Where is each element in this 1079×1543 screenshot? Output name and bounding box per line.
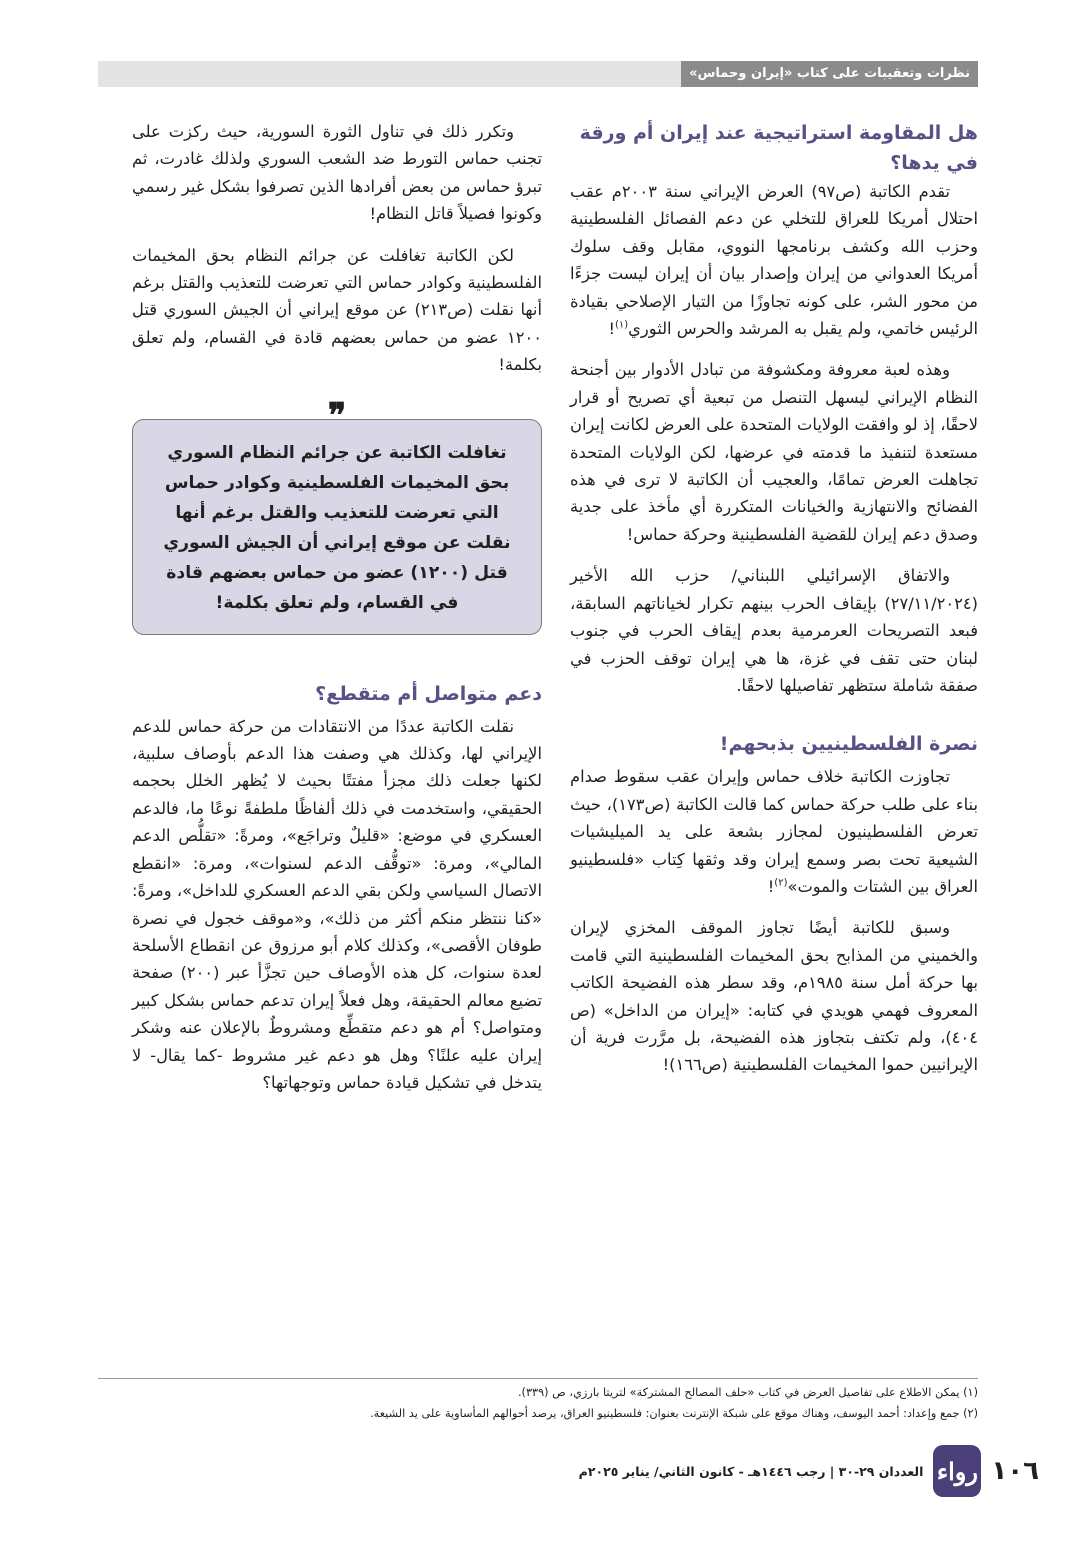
- section-heading-support: دعم متواصل أم متقطع؟: [315, 682, 542, 705]
- left-column: [132, 118, 542, 1110]
- right-column: [570, 118, 978, 1093]
- footnote-2: (٢) جمع وإعداد: أحمد اليوسف، وهناك موقع على شبكة الإنترنت بعنوان: فلسطينيو العراق، يرصد أحوالهم المأساوية على يد الشيعة.: [370, 1407, 978, 1420]
- paragraph-end: !: [608, 319, 615, 339]
- issue-info: العددان ٢٩-٣٠ | رجب ١٤٤٦هـ - كانون الثاني/ يناير ٢٠٢٥م: [578, 1463, 924, 1479]
- paragraph: نقلت الكاتبة عددًا من الانتقادات من حركة حماس للدعم الإيراني لها، وكذلك هي وصفت هذا الدعم بأوصاف سلبية، لكنها جعلت ذلك مجزأ مفتتًا بحيث لا يُظهر الخلل بحجمه الحقيقي، واستخدمت في ذلك ألفاظًا ملطفةً نوعًا ما، فالدعم العسكري في موضع: «قليلٌ وتراجَع»، ومرةً: «تقلُّص الدعم المالي»، ومرة: «توقُّف الدعم لسنوات»، ومرة: «انقطع الاتصال السياسي ولكن بقي الدعم العسكري للداخل»، ومرةً: «كنا ننتظر منكم أكثر من ذلك»، و«موقف خجول في نصرة طوفان الأقصى»، وكذلك كلام أبو مرزوق عن انقطاع الأسلحة لعدة سنوات، كل هذه الأوصاف حين تجزَّأ عبر (٢٠٠) صفحة تضيع معالم الحقيقة، وهل فعلاً إيران تدعم حماس بشكل كبير ومتواصل؟ أم هو دعم متقطِّع ومشروطٌ بالإعلان عنه وشكر إيران عليه علنًا؟ وهل هو دعم غير مشروط -كما يقال- لا يتدخل في تشكيل قيادة حماس وتوجهاتها؟: [132, 716, 543, 1092]
- magazine-logo: رواء: [933, 1445, 981, 1497]
- section-heading-support-palestinians: نصرة الفلسطينيين بذبحهم!: [719, 733, 978, 756]
- pull-quote: [132, 395, 542, 635]
- paragraph: والاتفاق الإسرائيلي اللبناني/ حزب الله الأخير (٢٧/١١/٢٠٢٤) بإيقاف الحرب بينهم تكرار لخياناتهم السابقة، فبعد التصريحات العرمرمية بعدم إيقاف الحرب في جنوب لبنان حتى تقف في غزة، ها هي إيران توقف الحزب في صفقة شاملة ستظهر تفاصيلها لاحقًا.: [570, 566, 978, 695]
- footnote-1: (١) يمكن الاطلاع على تفاصيل العرض في كتاب «حلف المصالح المشتركة» لتريتا بارزي، ص (٣٣٩).: [517, 1386, 978, 1399]
- paragraph: [570, 763, 978, 900]
- footnote-ref-2[interactable]: (٢): [774, 877, 788, 889]
- paragraph: لكن الكاتبة تغافلت عن جرائم النظام بحق المخيمات الفلسطينية وكوادر حماس التي تعرضت للتعذيب والقتل برغم أنها نقلت (ص٢١٣) عن موقع إيراني أن الجيش السوري قتل ١٢٠٠ عضو من حماس بعضهم قادة في القسام، ولم تعلق بكلمة!: [132, 245, 542, 375]
- quote-mark-icon: ❞: [327, 395, 347, 436]
- paragraph: [570, 178, 978, 342]
- paragraph: وتكرر ذلك في تناول الثورة السورية، حيث ركزت على تجنب حماس التورط ضد الشعب السوري ولذلك غادرت، ثم تبرؤ حماس من بعض أفرادها الذين تصرفوا بشكل غير رسمي وكونوا فصيلاً قاتل النظام!: [132, 122, 542, 224]
- paragraph-end: !: [767, 876, 775, 896]
- running-title: نظرات وتعقيبات على كتاب «إيران وحماس»: [681, 61, 978, 87]
- page-footer: [579, 1441, 1039, 1501]
- pull-quote-text: تغافلت الكاتبة عن جرائم النظام السوري بحق المخيمات الفلسطينية وكوادر حماس التي تعرضت للتعذيب والقتل برغم أنها نقلت عن موقع إيراني أن الجيش السوري قتل (١٢٠٠) عضو من حماس بعضهم قادة في القسام، ولم تعلق بكلمة!: [132, 419, 542, 635]
- paragraph-text: تقدم الكاتبة (ص٩٧) العرض الإيراني سنة ٢٠٠٣م عقب احتلال أمريكا للعراق للتخلي عن دعم الفصائل الفلسطينية وحزب الله وكشف برنامجها النووي، مقابل وقف سلوك أمريكا العدواني من إيران وإصدار بيان أن إيران ليست جزءًا من محور الشر، على كونه تجاوزًا من التيار الإصلاحي بقيادة الرئيس خاتمي، ولم يقبل به المرشد والحرس الثوري: [570, 182, 978, 339]
- paragraph: وهذه لعبة معروفة ومكشوفة من تبادل الأدوار بين أجنحة النظام الإيراني ليسهل التنصل من تبعية أي تصريح أو قرار لاحقًا، إذ لو وافقت الولايات المتحدة على العرض لكانت إيران مستعدة لتنفيذ ما قدمته في عرضها، لكن الولايات المتحدة تجاهلت العرض تمامًا، والعجيب أن الكاتبة لا ترى في هذه الفضائح والانتهازية والخيانات المتكررة أي مأخذ على جدية وصدق دعم إيران للقضية الفلسطينية وحركة حماس!: [570, 360, 978, 544]
- footnote-divider: [98, 1378, 978, 1379]
- footnotes: [98, 1382, 978, 1424]
- paragraph: وسبق للكاتبة أيضًا تجاوز الموقف المخزي لإيران والخميني من المذابح بحق المخيمات الفلسطينية التي قامت بها حركة أمل سنة ١٩٨٥م، وقد سطر هذه الفضيحة الكاتب المعروف فهمي هويدي في كتابه: «إيران من الداخل» (ص ٤٠٤)، ولم تكتف بتجاوز هذه الفضيحة، بل مرَّرت فرية أن الإيرانيين حموا المخيمات الفلسطينية (ص١٦٦)!: [570, 918, 978, 1075]
- paragraph-text: تجاوزت الكاتبة خلاف حماس وإيران عقب سقوط صدام بناء على طلب حركة حماس كما قالت الكاتبة (ص١٧٣)، حيث تعرض الفلسطينيون لمجازر بشعة على يد الميليشيات الشيعية تحت بصر وسمع إيران وقد وثقها كِتاب «فلسطينيو العراق بين الشتات والموت»: [570, 767, 978, 896]
- section-heading-strategy: هل المقاومة استراتيجية عند إيران أم ورقة في يدها؟: [579, 122, 978, 174]
- page-number: ١٠٦: [991, 1456, 1039, 1486]
- footnote-ref-1[interactable]: (١): [614, 319, 629, 331]
